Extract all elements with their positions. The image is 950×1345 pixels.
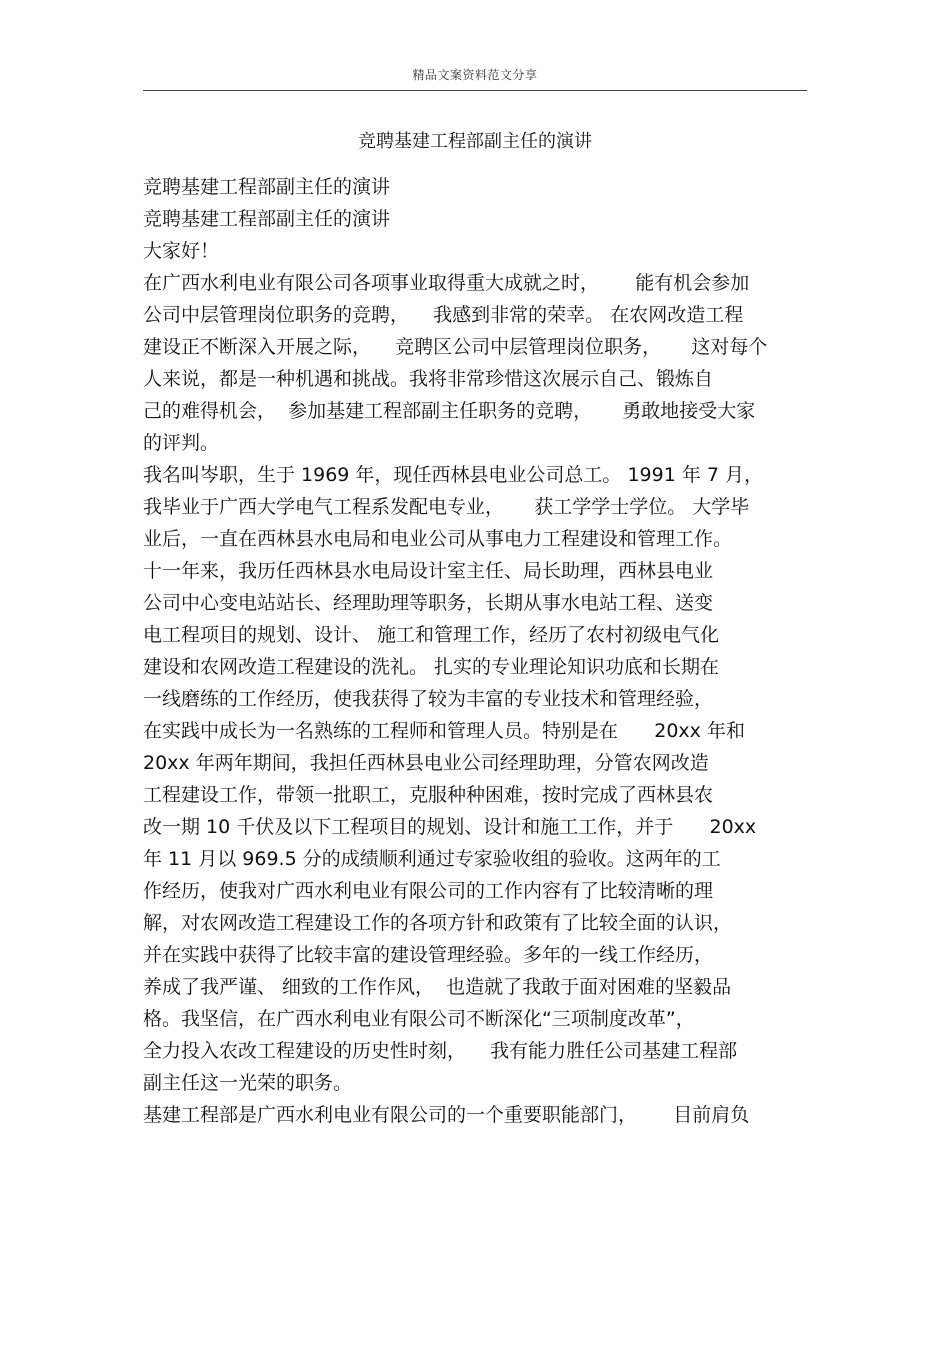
text-line: 己的难得机会， 参加基建工程部副主任职务的竞聘， 勇敢地接受大家 [143, 400, 756, 422]
text-line: 公司中层管理岗位职务的竞聘， 我感到非常的荣幸。 在农网改造工程 [143, 304, 744, 326]
text-line: 20xx 年两年期间，我担任西林县电业公司经理助理，分管农网改造 [143, 752, 709, 774]
text-line: 副主任这一光荣的职务。 [143, 1072, 353, 1094]
text-line: 在广西水利电业有限公司各项事业取得重大成就之时， 能有机会参加 [143, 272, 750, 294]
text-line: 建设和农网改造工程建设的洗礼。 扎实的专业理论知识功底和长期在 [143, 656, 720, 678]
text-line: 大家好！ [143, 240, 220, 262]
text-line: 养成了我严谨、 细致的工作作风， 也造就了我敢于面对困难的坚毅品 [143, 976, 732, 998]
text-line: 公司中心变电站站长、经理助理等职务，长期从事水电站工程、送变 [143, 592, 714, 614]
page-header: 精品文案资料范文分享 [412, 68, 538, 82]
document-title: 竞聘基建工程部副主任的演讲 [358, 131, 592, 152]
text-line: 并在实践中获得了比较丰富的建设管理经验。多年的一线工作经历， [143, 944, 714, 966]
text-line: 的评判。 [143, 432, 220, 454]
text-line: 人来说，都是一种机遇和挑战。我将非常珍惜这次展示自己、锻炼自 [143, 368, 714, 390]
text-line: 电工程项目的规划、设计、 施工和管理工作，经历了农村初级电气化 [143, 624, 720, 646]
text-line: 竞聘基建工程部副主任的演讲 [143, 208, 391, 230]
text-line: 作经历，使我对广西水利电业有限公司的工作内容有了比较清晰的理 [143, 880, 714, 902]
text-line: 建设正不断深入开展之际， 竞聘区公司中层管理岗位职务， 这对每个 [143, 336, 768, 358]
text-line: 十一年来，我历任西林县水电局设计室主任、局长助理，西林县电业 [143, 560, 714, 582]
text-line: 在实践中成长为一名熟练的工程师和管理人员。特别是在 20xx 年和 [143, 720, 745, 742]
text-line: 全力投入农改工程建设的历史性时刻， 我有能力胜任公司基建工程部 [143, 1040, 738, 1062]
text-line: 一线磨练的工作经历，使我获得了较为丰富的专业技术和管理经验， [143, 688, 714, 710]
text-line: 解，对农网改造工程建设工作的各项方针和政策有了比较全面的认识， [143, 912, 733, 934]
text-line: 格。我坚信，在广西水利电业有限公司不断深化“三项制度改革”， [143, 1008, 695, 1030]
text-line: 竞聘基建工程部副主任的演讲 [143, 176, 391, 198]
text-line: 工程建设工作，带领一批职工，克服种种困难，按时完成了西林县农 [143, 784, 714, 806]
text-line: 业后，一直在西林县水电局和电业公司从事电力工程建设和管理工作。 [143, 528, 733, 550]
header-divider [143, 90, 807, 91]
text-line: 我毕业于广西大学电气工程系发配电专业， 获工学学士学位。 大学毕 [143, 496, 750, 518]
text-line: 我名叫岑职，生于 1969 年，现任西林县电业公司总工。 1991 年 7 月， [143, 464, 764, 486]
text-line: 年 11 月以 969.5 分的成绩顺利通过专家验收组的验收。这两年的工 [143, 848, 721, 870]
document-body [143, 171, 815, 1131]
text-line: 基建工程部是广西水利电业有限公司的一个重要职能部门， 目前肩负 [143, 1104, 750, 1126]
text-line: 改一期 10 千伏及以下工程项目的规划、设计和施工工作，并于 20xx [143, 816, 757, 838]
